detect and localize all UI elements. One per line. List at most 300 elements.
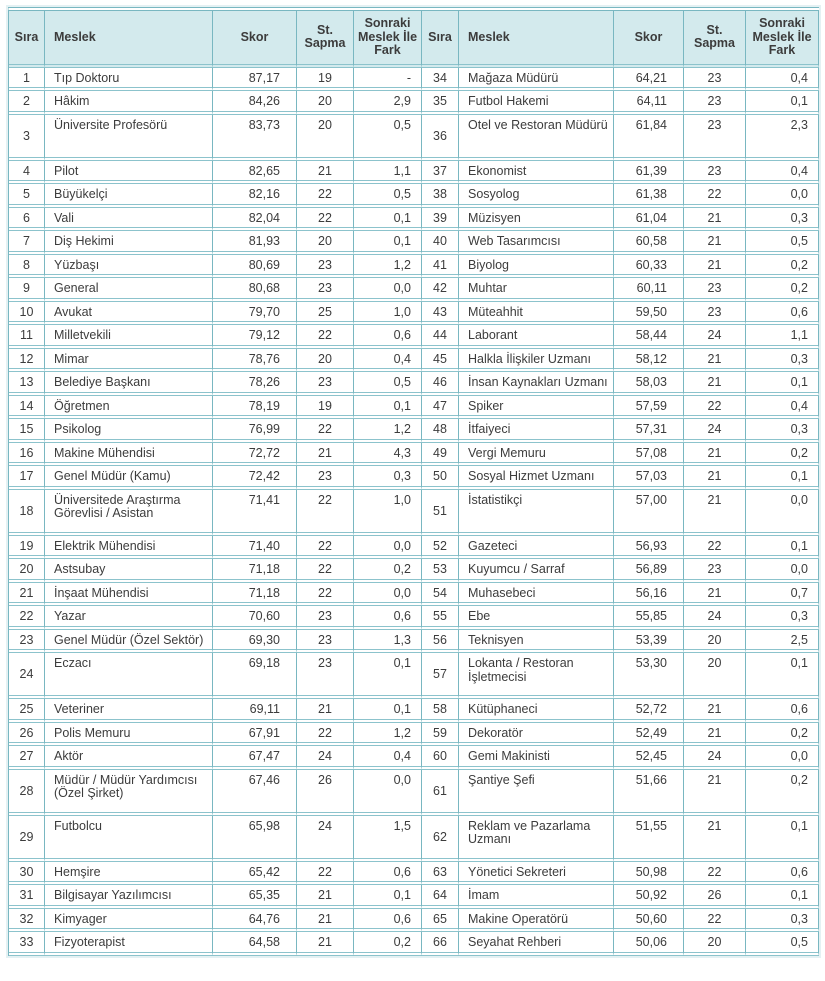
stdev-cell-right: 21 (684, 372, 746, 396)
score-cell-left: 65,98 (213, 816, 297, 862)
score-cell-right: 60,33 (614, 255, 684, 279)
table-row (9, 396, 819, 420)
col-header-stdev-right: St. Sapma (684, 11, 746, 68)
profession-cell-right: Reklam ve Pazarlama Uzmanı (459, 816, 614, 862)
profession-cell-right: Seyahat Rehberi (459, 932, 614, 956)
score-cell-right: 55,85 (614, 606, 684, 630)
gap-cell-left: 1,3 (354, 630, 422, 654)
score-cell-right: 57,59 (614, 396, 684, 420)
stdev-cell-left: 21 (297, 699, 354, 723)
profession-cell-left: Öğretmen (45, 396, 213, 420)
rank-cell-left: 2 (9, 91, 45, 115)
gap-cell-right: 0,3 (746, 909, 819, 933)
score-cell-right: 57,00 (614, 490, 684, 536)
stdev-cell-right: 24 (684, 325, 746, 349)
stdev-cell-right: 23 (684, 559, 746, 583)
rank-cell-left: 18 (9, 490, 45, 536)
table-row (9, 349, 819, 373)
score-cell-left: 65,35 (213, 885, 297, 909)
stdev-cell-left: 22 (297, 583, 354, 607)
gap-cell-left: 1,0 (354, 302, 422, 326)
score-cell-right: 57,08 (614, 443, 684, 467)
profession-cell-right: Otel ve Restoran Müdürü (459, 115, 614, 161)
score-cell-left: 72,42 (213, 466, 297, 490)
col-header-gap-right: Sonraki Meslek İle Fark (746, 11, 819, 68)
stdev-cell-left: 22 (297, 559, 354, 583)
gap-cell-left: 1,5 (354, 816, 422, 862)
stdev-cell-right: 21 (684, 208, 746, 232)
stdev-cell-right: 21 (684, 770, 746, 816)
stdev-cell-right: 22 (684, 862, 746, 886)
rank-cell-left: 9 (9, 278, 45, 302)
score-cell-left: 79,12 (213, 325, 297, 349)
stdev-cell-left: 26 (297, 770, 354, 816)
profession-cell-right: Müteahhit (459, 302, 614, 326)
rank-cell-left: 15 (9, 419, 45, 443)
rank-cell-left: 30 (9, 862, 45, 886)
gap-cell-right: 0,6 (746, 302, 819, 326)
score-cell-left: 83,73 (213, 115, 297, 161)
profession-cell-left: Eczacı (45, 653, 213, 699)
profession-cell-left: Veteriner (45, 699, 213, 723)
rank-cell-right: 48 (422, 419, 459, 443)
profession-cell-left: Müdür / Müdür Yardımcısı (Özel Şirket) (45, 770, 213, 816)
profession-cell-right: Yönetici Sekreteri (459, 862, 614, 886)
gap-cell-right: 0,2 (746, 278, 819, 302)
stdev-cell-left: 22 (297, 536, 354, 560)
profession-cell-right: Muhtar (459, 278, 614, 302)
score-cell-right: 58,44 (614, 325, 684, 349)
stdev-cell-right: 21 (684, 723, 746, 747)
table-body (9, 68, 819, 956)
table-row (9, 278, 819, 302)
rank-cell-left: 7 (9, 231, 45, 255)
gap-cell-left: 0,0 (354, 583, 422, 607)
profession-cell-left: Mimar (45, 349, 213, 373)
score-cell-right: 64,21 (614, 68, 684, 92)
profession-cell-left: Fizyoterapist (45, 932, 213, 956)
profession-cell-left: Aktör (45, 746, 213, 770)
gap-cell-left: - (354, 68, 422, 92)
score-cell-right: 52,72 (614, 699, 684, 723)
rank-cell-left: 8 (9, 255, 45, 279)
score-cell-left: 78,76 (213, 349, 297, 373)
score-cell-right: 58,12 (614, 349, 684, 373)
table-row (9, 862, 819, 886)
score-cell-right: 58,03 (614, 372, 684, 396)
stdev-cell-left: 22 (297, 208, 354, 232)
gap-cell-left: 0,1 (354, 885, 422, 909)
gap-cell-right: 0,6 (746, 699, 819, 723)
table-row (9, 653, 819, 699)
score-cell-left: 82,65 (213, 161, 297, 185)
rank-cell-right: 40 (422, 231, 459, 255)
rank-cell-right: 56 (422, 630, 459, 654)
table-row (9, 770, 819, 816)
header-row (9, 11, 819, 68)
gap-cell-left: 0,5 (354, 115, 422, 161)
profession-cell-right: Biyolog (459, 255, 614, 279)
score-cell-right: 52,49 (614, 723, 684, 747)
score-cell-left: 87,17 (213, 68, 297, 92)
rank-cell-left: 6 (9, 208, 45, 232)
profession-cell-left: Yüzbaşı (45, 255, 213, 279)
table-row (9, 161, 819, 185)
stdev-cell-right: 21 (684, 699, 746, 723)
rank-cell-left: 31 (9, 885, 45, 909)
rank-cell-right: 54 (422, 583, 459, 607)
gap-cell-right: 0,2 (746, 255, 819, 279)
gap-cell-left: 0,0 (354, 536, 422, 560)
rank-cell-right: 57 (422, 653, 459, 699)
table-row (9, 746, 819, 770)
profession-cell-left: Polis Memuru (45, 723, 213, 747)
score-cell-left: 67,91 (213, 723, 297, 747)
gap-cell-right: 0,5 (746, 231, 819, 255)
profession-cell-right: Futbol Hakemi (459, 91, 614, 115)
profession-cell-left: Bilgisayar Yazılımcısı (45, 885, 213, 909)
stdev-cell-left: 21 (297, 885, 354, 909)
score-cell-right: 50,06 (614, 932, 684, 956)
rank-cell-right: 58 (422, 699, 459, 723)
rank-cell-left: 5 (9, 184, 45, 208)
stdev-cell-left: 23 (297, 606, 354, 630)
col-header-profession-left: Meslek (45, 11, 213, 68)
rank-cell-right: 49 (422, 443, 459, 467)
profession-cell-right: Lokanta / Restoran İşletmecisi (459, 653, 614, 699)
stdev-cell-right: 23 (684, 161, 746, 185)
gap-cell-left: 0,2 (354, 932, 422, 956)
score-cell-right: 57,31 (614, 419, 684, 443)
stdev-cell-right: 22 (684, 184, 746, 208)
gap-cell-left: 0,6 (354, 606, 422, 630)
rank-cell-left: 22 (9, 606, 45, 630)
score-cell-right: 56,93 (614, 536, 684, 560)
table-row (9, 583, 819, 607)
gap-cell-left: 2,9 (354, 91, 422, 115)
rank-cell-left: 19 (9, 536, 45, 560)
table-row (9, 208, 819, 232)
rank-cell-right: 61 (422, 770, 459, 816)
score-cell-left: 80,68 (213, 278, 297, 302)
stdev-cell-left: 23 (297, 630, 354, 654)
rank-cell-right: 62 (422, 816, 459, 862)
gap-cell-right: 0,3 (746, 208, 819, 232)
profession-cell-left: General (45, 278, 213, 302)
stdev-cell-left: 22 (297, 419, 354, 443)
profession-cell-left: Yazar (45, 606, 213, 630)
gap-cell-right: 0,1 (746, 653, 819, 699)
stdev-cell-left: 22 (297, 184, 354, 208)
gap-cell-left: 0,6 (354, 325, 422, 349)
stdev-cell-left: 22 (297, 862, 354, 886)
stdev-cell-left: 20 (297, 91, 354, 115)
profession-cell-left: Milletvekili (45, 325, 213, 349)
score-cell-right: 50,98 (614, 862, 684, 886)
score-cell-left: 71,40 (213, 536, 297, 560)
stdev-cell-left: 19 (297, 396, 354, 420)
profession-cell-right: Kütüphaneci (459, 699, 614, 723)
score-cell-right: 53,39 (614, 630, 684, 654)
gap-cell-left: 1,2 (354, 723, 422, 747)
table-row (9, 68, 819, 92)
score-cell-right: 53,30 (614, 653, 684, 699)
gap-cell-left: 0,5 (354, 372, 422, 396)
profession-cell-left: Futbolcu (45, 816, 213, 862)
table-row (9, 559, 819, 583)
gap-cell-left: 0,6 (354, 909, 422, 933)
rank-cell-right: 50 (422, 466, 459, 490)
gap-cell-left: 1,2 (354, 419, 422, 443)
stdev-cell-left: 23 (297, 372, 354, 396)
gap-cell-left: 0,5 (354, 184, 422, 208)
stdev-cell-right: 21 (684, 490, 746, 536)
stdev-cell-right: 21 (684, 443, 746, 467)
rank-cell-right: 39 (422, 208, 459, 232)
score-cell-right: 52,45 (614, 746, 684, 770)
profession-cell-left: İnşaat Mühendisi (45, 583, 213, 607)
stdev-cell-right: 20 (684, 932, 746, 956)
score-cell-right: 60,58 (614, 231, 684, 255)
rank-cell-right: 41 (422, 255, 459, 279)
profession-cell-right: Sosyal Hizmet Uzmanı (459, 466, 614, 490)
profession-cell-right: Şantiye Şefi (459, 770, 614, 816)
rank-cell-left: 26 (9, 723, 45, 747)
profession-cell-right: Vergi Memuru (459, 443, 614, 467)
table-row (9, 255, 819, 279)
score-cell-left: 78,19 (213, 396, 297, 420)
score-cell-right: 51,66 (614, 770, 684, 816)
score-cell-left: 65,42 (213, 862, 297, 886)
col-header-gap-left: Sonraki Meslek İle Fark (354, 11, 422, 68)
rank-cell-left: 28 (9, 770, 45, 816)
stdev-cell-left: 24 (297, 816, 354, 862)
stdev-cell-right: 24 (684, 419, 746, 443)
score-cell-left: 76,99 (213, 419, 297, 443)
rank-cell-right: 38 (422, 184, 459, 208)
score-cell-left: 82,04 (213, 208, 297, 232)
stdev-cell-right: 23 (684, 302, 746, 326)
rank-cell-left: 12 (9, 349, 45, 373)
gap-cell-right: 0,1 (746, 536, 819, 560)
gap-cell-right: 0,2 (746, 443, 819, 467)
col-header-rank-left: Sıra (9, 11, 45, 68)
table-row (9, 443, 819, 467)
gap-cell-left: 0,4 (354, 349, 422, 373)
gap-cell-left: 1,1 (354, 161, 422, 185)
rank-cell-left: 23 (9, 630, 45, 654)
gap-cell-left: 0,3 (354, 466, 422, 490)
score-cell-left: 80,69 (213, 255, 297, 279)
table-row (9, 606, 819, 630)
profession-cell-left: Üniversite Profesörü (45, 115, 213, 161)
gap-cell-right: 1,1 (746, 325, 819, 349)
rank-cell-left: 14 (9, 396, 45, 420)
rank-cell-left: 1 (9, 68, 45, 92)
table-row (9, 630, 819, 654)
stdev-cell-right: 21 (684, 349, 746, 373)
score-cell-right: 51,55 (614, 816, 684, 862)
gap-cell-right: 2,5 (746, 630, 819, 654)
rank-cell-left: 27 (9, 746, 45, 770)
gap-cell-left: 0,1 (354, 396, 422, 420)
stdev-cell-left: 22 (297, 325, 354, 349)
rank-cell-left: 32 (9, 909, 45, 933)
profession-cell-left: Pilot (45, 161, 213, 185)
rank-cell-left: 29 (9, 816, 45, 862)
stdev-cell-right: 21 (684, 466, 746, 490)
rank-cell-right: 45 (422, 349, 459, 373)
stdev-cell-right: 21 (684, 255, 746, 279)
profession-cell-left: Astsubay (45, 559, 213, 583)
stdev-cell-right: 23 (684, 115, 746, 161)
col-header-profession-right: Meslek (459, 11, 614, 68)
gap-cell-left: 0,4 (354, 746, 422, 770)
rank-cell-left: 16 (9, 443, 45, 467)
table-row (9, 419, 819, 443)
stdev-cell-right: 21 (684, 583, 746, 607)
table-row (9, 723, 819, 747)
table-row (9, 536, 819, 560)
col-header-score-left: Skor (213, 11, 297, 68)
profession-cell-left: Üniversitede Araştırma Görevlisi / Asistan (45, 490, 213, 536)
stdev-cell-left: 23 (297, 255, 354, 279)
rank-cell-right: 44 (422, 325, 459, 349)
score-cell-left: 71,41 (213, 490, 297, 536)
profession-cell-right: Laborant (459, 325, 614, 349)
score-cell-right: 50,60 (614, 909, 684, 933)
gap-cell-right: 0,0 (746, 184, 819, 208)
stdev-cell-left: 20 (297, 349, 354, 373)
profession-cell-right: Ekonomist (459, 161, 614, 185)
stdev-cell-left: 20 (297, 115, 354, 161)
rank-cell-right: 35 (422, 91, 459, 115)
gap-cell-left: 0,1 (354, 699, 422, 723)
stdev-cell-right: 21 (684, 231, 746, 255)
gap-cell-left: 0,1 (354, 208, 422, 232)
profession-cell-right: İstatistikçi (459, 490, 614, 536)
rank-cell-right: 46 (422, 372, 459, 396)
gap-cell-right: 0,1 (746, 466, 819, 490)
score-cell-right: 64,11 (614, 91, 684, 115)
profession-cell-left: Avukat (45, 302, 213, 326)
gap-cell-right: 0,0 (746, 559, 819, 583)
profession-cell-right: Dekoratör (459, 723, 614, 747)
stdev-cell-left: 23 (297, 278, 354, 302)
gap-cell-right: 0,0 (746, 490, 819, 536)
profession-cell-left: Büyükelçi (45, 184, 213, 208)
stdev-cell-left: 23 (297, 466, 354, 490)
profession-cell-right: Gazeteci (459, 536, 614, 560)
gap-cell-left: 0,0 (354, 278, 422, 302)
score-cell-left: 67,47 (213, 746, 297, 770)
score-cell-right: 61,84 (614, 115, 684, 161)
score-cell-left: 69,18 (213, 653, 297, 699)
gap-cell-right: 0,3 (746, 349, 819, 373)
profession-cell-left: Psikolog (45, 419, 213, 443)
rank-cell-right: 53 (422, 559, 459, 583)
stdev-cell-left: 25 (297, 302, 354, 326)
profession-cell-right: Spiker (459, 396, 614, 420)
gap-cell-right: 0,3 (746, 419, 819, 443)
score-cell-right: 61,39 (614, 161, 684, 185)
gap-cell-right: 0,7 (746, 583, 819, 607)
stdev-cell-right: 22 (684, 396, 746, 420)
table-row (9, 885, 819, 909)
rank-cell-left: 20 (9, 559, 45, 583)
gap-cell-right: 0,2 (746, 723, 819, 747)
profession-cell-left: Belediye Başkanı (45, 372, 213, 396)
score-cell-right: 56,16 (614, 583, 684, 607)
profession-cell-right: Web Tasarımcısı (459, 231, 614, 255)
rank-cell-right: 55 (422, 606, 459, 630)
rank-cell-left: 11 (9, 325, 45, 349)
rank-cell-right: 65 (422, 909, 459, 933)
profession-cell-right: Teknisyen (459, 630, 614, 654)
score-cell-right: 59,50 (614, 302, 684, 326)
rank-cell-right: 66 (422, 932, 459, 956)
stdev-cell-left: 21 (297, 443, 354, 467)
score-cell-right: 56,89 (614, 559, 684, 583)
col-header-stdev-left: St. Sapma (297, 11, 354, 68)
table-row (9, 231, 819, 255)
rank-cell-right: 64 (422, 885, 459, 909)
gap-cell-left: 0,2 (354, 559, 422, 583)
rank-cell-right: 37 (422, 161, 459, 185)
profession-cell-left: Elektrik Mühendisi (45, 536, 213, 560)
table-row (9, 909, 819, 933)
profession-cell-right: İnsan Kaynakları Uzmanı (459, 372, 614, 396)
table-row (9, 325, 819, 349)
rank-cell-left: 13 (9, 372, 45, 396)
score-cell-right: 50,92 (614, 885, 684, 909)
table-row (9, 490, 819, 536)
table-row (9, 372, 819, 396)
rank-cell-left: 17 (9, 466, 45, 490)
gap-cell-right: 0,6 (746, 862, 819, 886)
stdev-cell-left: 20 (297, 231, 354, 255)
profession-cell-right: İmam (459, 885, 614, 909)
gap-cell-left: 0,1 (354, 653, 422, 699)
score-cell-left: 71,18 (213, 583, 297, 607)
score-cell-right: 61,04 (614, 208, 684, 232)
gap-cell-right: 0,1 (746, 91, 819, 115)
gap-cell-left: 0,6 (354, 862, 422, 886)
stdev-cell-left: 19 (297, 68, 354, 92)
gap-cell-left: 0,0 (354, 770, 422, 816)
profession-cell-left: Hâkim (45, 91, 213, 115)
rank-cell-right: 63 (422, 862, 459, 886)
profession-cell-left: Tıp Doktoru (45, 68, 213, 92)
stdev-cell-right: 24 (684, 746, 746, 770)
score-cell-left: 64,76 (213, 909, 297, 933)
stdev-cell-left: 21 (297, 909, 354, 933)
stdev-cell-left: 23 (297, 653, 354, 699)
score-cell-left: 69,11 (213, 699, 297, 723)
rank-cell-left: 24 (9, 653, 45, 699)
score-cell-left: 71,18 (213, 559, 297, 583)
profession-cell-right: İtfaiyeci (459, 419, 614, 443)
score-cell-left: 69,30 (213, 630, 297, 654)
rank-cell-left: 33 (9, 932, 45, 956)
stdev-cell-left: 22 (297, 490, 354, 536)
profession-cell-right: Mağaza Müdürü (459, 68, 614, 92)
profession-cell-left: Kimyager (45, 909, 213, 933)
gap-cell-right: 0,5 (746, 932, 819, 956)
gap-cell-right: 0,1 (746, 885, 819, 909)
rank-cell-right: 52 (422, 536, 459, 560)
gap-cell-left: 4,3 (354, 443, 422, 467)
